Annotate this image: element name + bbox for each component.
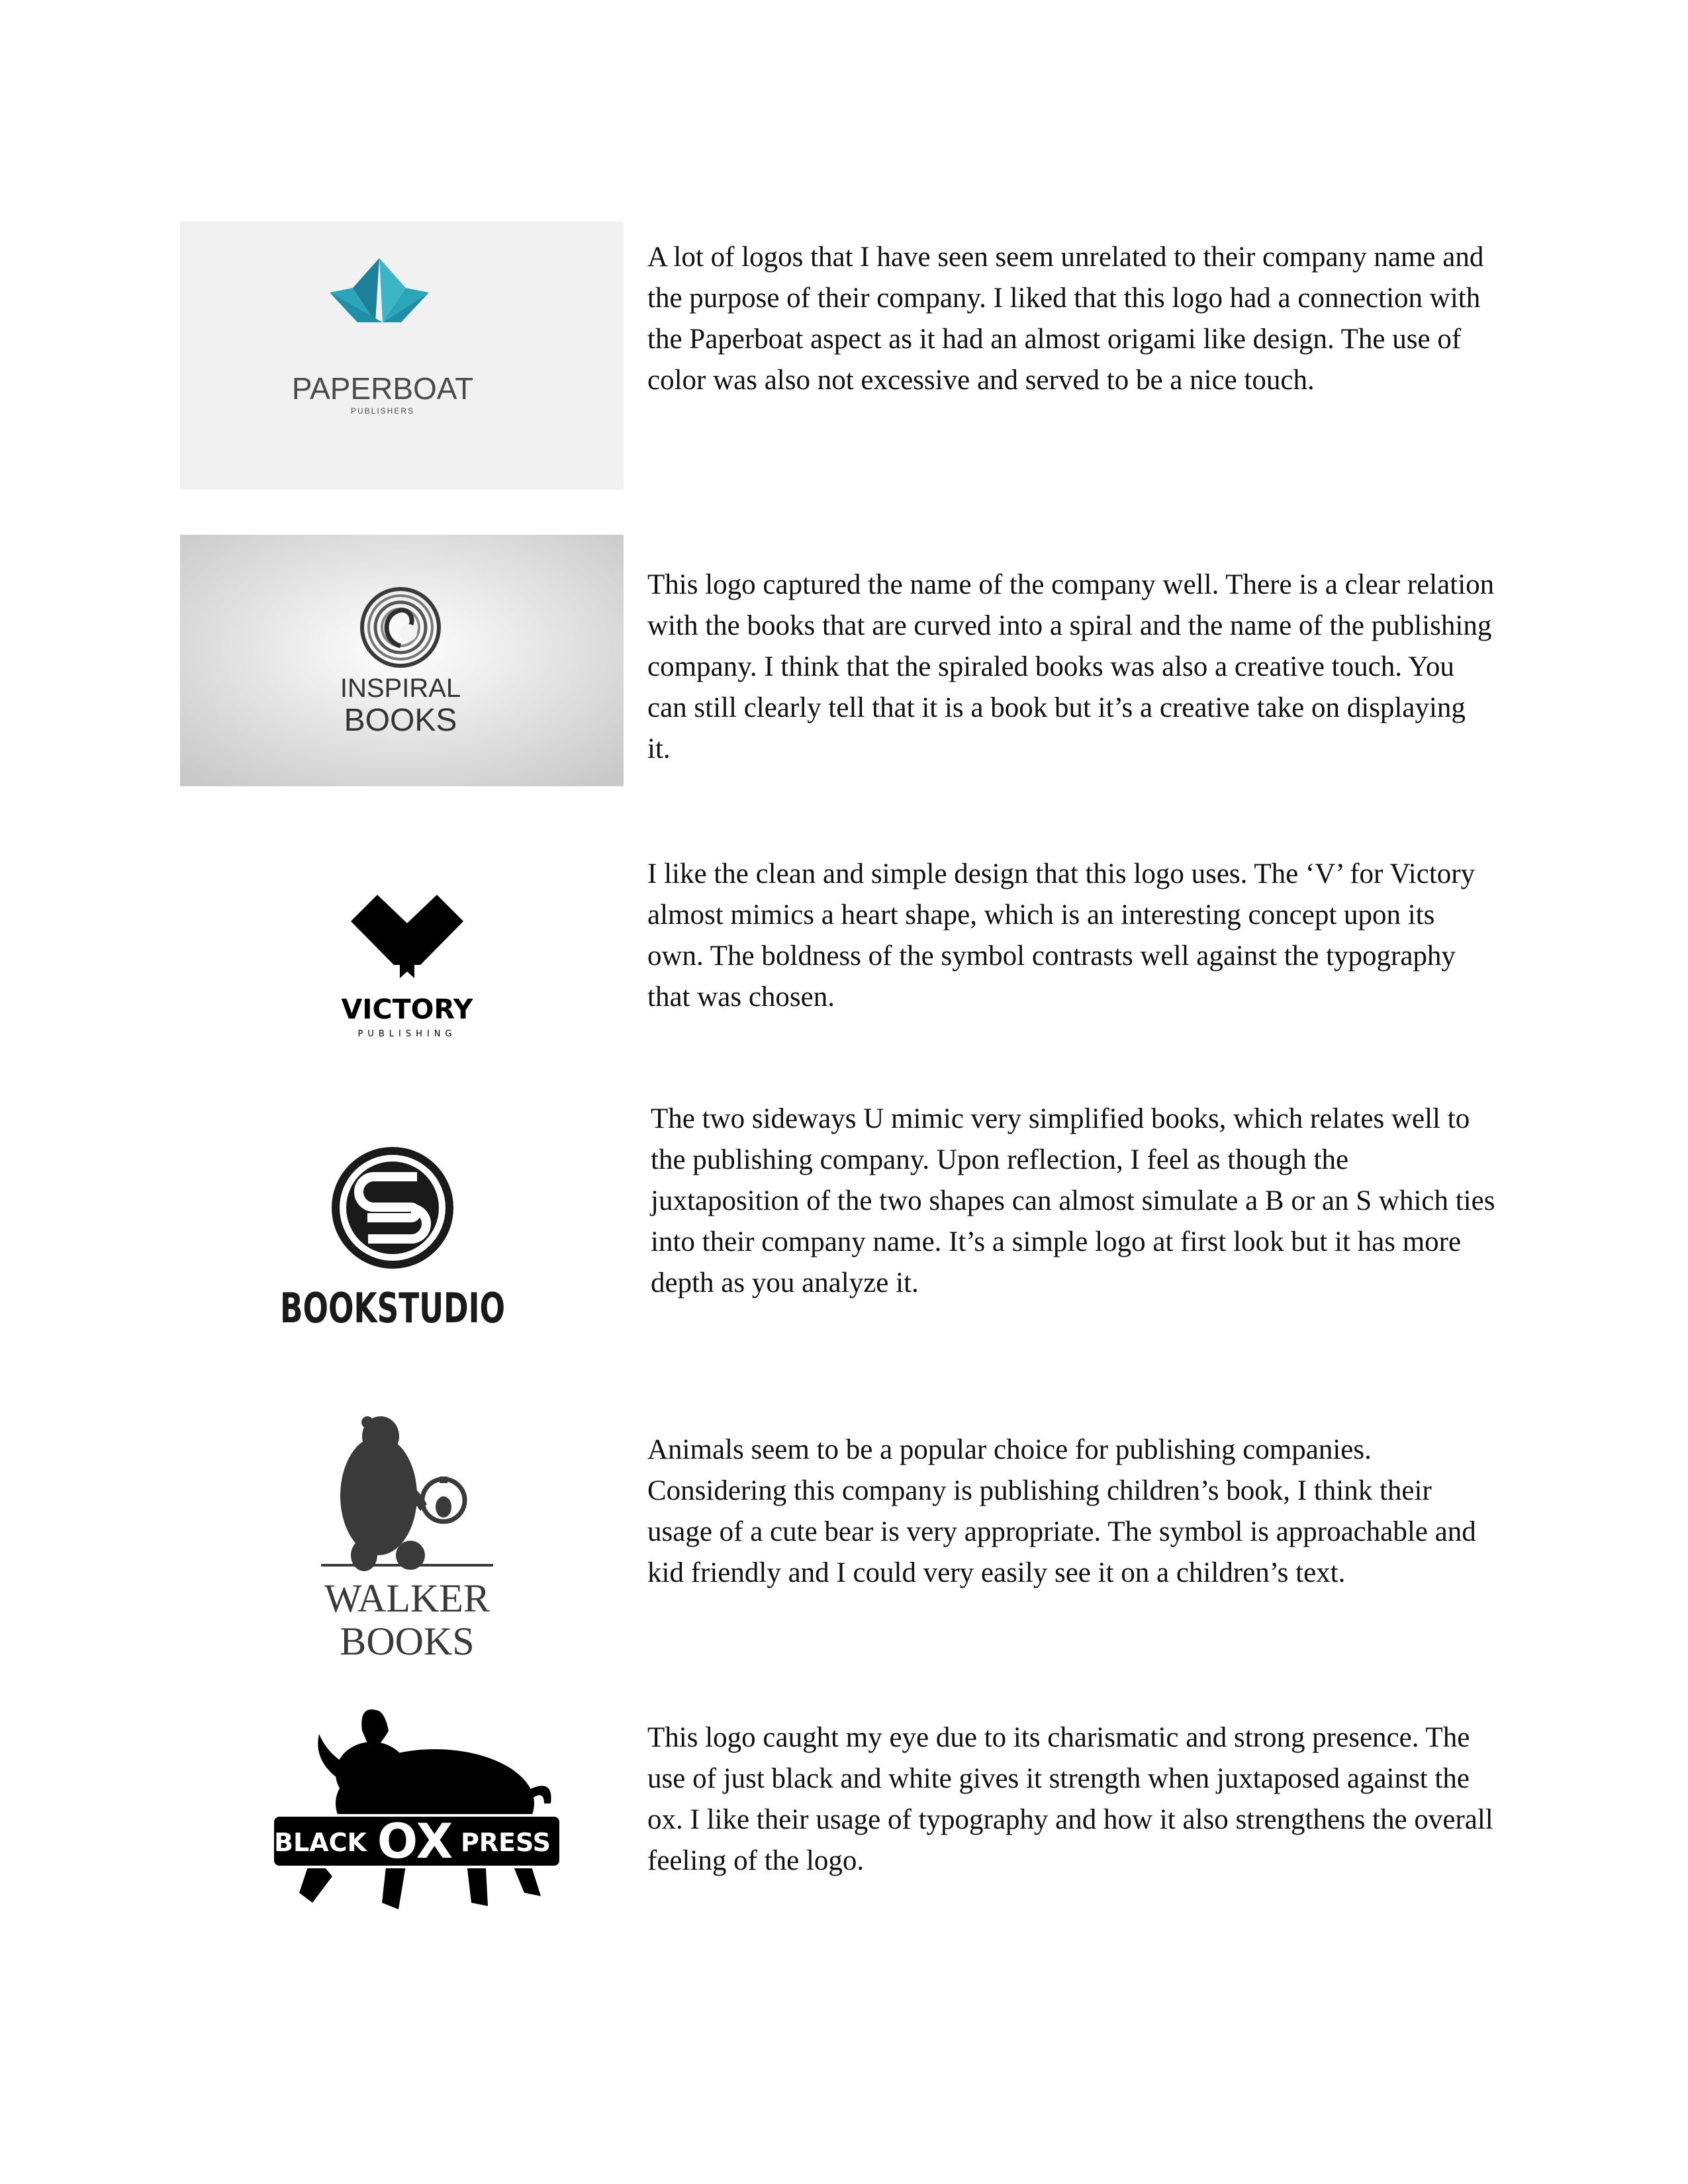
ox-silhouette-icon <box>299 1709 551 1909</box>
victory-description: I like the clean and simple design that this logo uses. The ‘V’ for Victory almost mimics a heart shape, which is an interesting concept upon its own. The boldness of the symbol contrasts well against the typography that was chosen. <box>647 858 1476 1013</box>
bear-with-lantern-icon <box>340 1416 465 1571</box>
walker-books-logo <box>318 1413 496 1671</box>
bookstudio-wordmark: BOOKSTUDIO <box>280 1284 505 1332</box>
black-ox-press-wordmark <box>273 1813 561 1869</box>
paperboat-subtitle: PUBLISHERS <box>350 406 415 416</box>
walker-line2: BOOKS <box>340 1619 475 1663</box>
black-ox-word3: PRESS <box>460 1828 551 1857</box>
victory-subtitle: PUBLISHING <box>357 1029 457 1039</box>
victory-publishing-logo <box>331 880 483 1046</box>
inspiral-description: This logo captured the name of the company well. There is a clear relation with the books that are curved into a spiral and the name of the publishing company. I think that the spiraled books was also a creative touch. You can still clearly tell that it is a book but it’s a creative take on displaying it. <box>647 569 1495 764</box>
black-ox-word1: BLACK <box>274 1828 367 1857</box>
bookstudio-s-icon <box>332 1147 453 1269</box>
inspiral-books-logo <box>180 535 624 786</box>
inspiral-logo-background <box>180 535 624 786</box>
paperboat-description: A lot of logos that I have seen seem unrelated to their company name and the purpose of their company. I liked that this logo had a connection with the Paperboat aspect as it had an almost origami like design. The use of color was also not excessive and served to be a nice touch. <box>647 242 1484 396</box>
victory-wordmark: VICTORY <box>341 993 473 1025</box>
walker-divider <box>321 1564 493 1567</box>
black-ox-press-logo <box>273 1704 561 1939</box>
black-ox-description: This logo caught my eye due to its charismatic and strong presence. The use of just black and white gives it strength when juxtaposed against the ox. I like their usage of typography and how it also strengthens the overall feeling of the logo. <box>647 1722 1493 1876</box>
paperboat-logo <box>180 222 624 490</box>
bookstudio-logo <box>275 1145 513 1337</box>
walker-description: Animals seem to be a popular choice for publishing companies. Considering this company is publishing children’s book, I think their usage of a cute bear is very appropriate. The symbol is approachable and kid friendly and I could very easily see it on a children’s text. <box>647 1434 1476 1588</box>
paperboat-wordmark: PAPERBOAT <box>291 371 474 406</box>
black-ox-word2: OX <box>377 1813 453 1869</box>
inspiral-line1: INSPIRAL <box>340 674 461 703</box>
walker-line1: WALKER <box>324 1576 490 1620</box>
victory-heart-v-icon <box>351 895 463 978</box>
inspiral-line2: BOOKS <box>344 703 457 738</box>
paperboat-logo-background <box>180 222 624 490</box>
bookstudio-description: The two sideways U mimic very simplified books, which relates well to the publishing company. Upon reflection, I feel as though the juxtaposition of the two shapes can almost simulate a B or an S which ties into their company name. It’s a simple logo at first look but it has more depth as you analyze it. <box>651 1103 1495 1298</box>
